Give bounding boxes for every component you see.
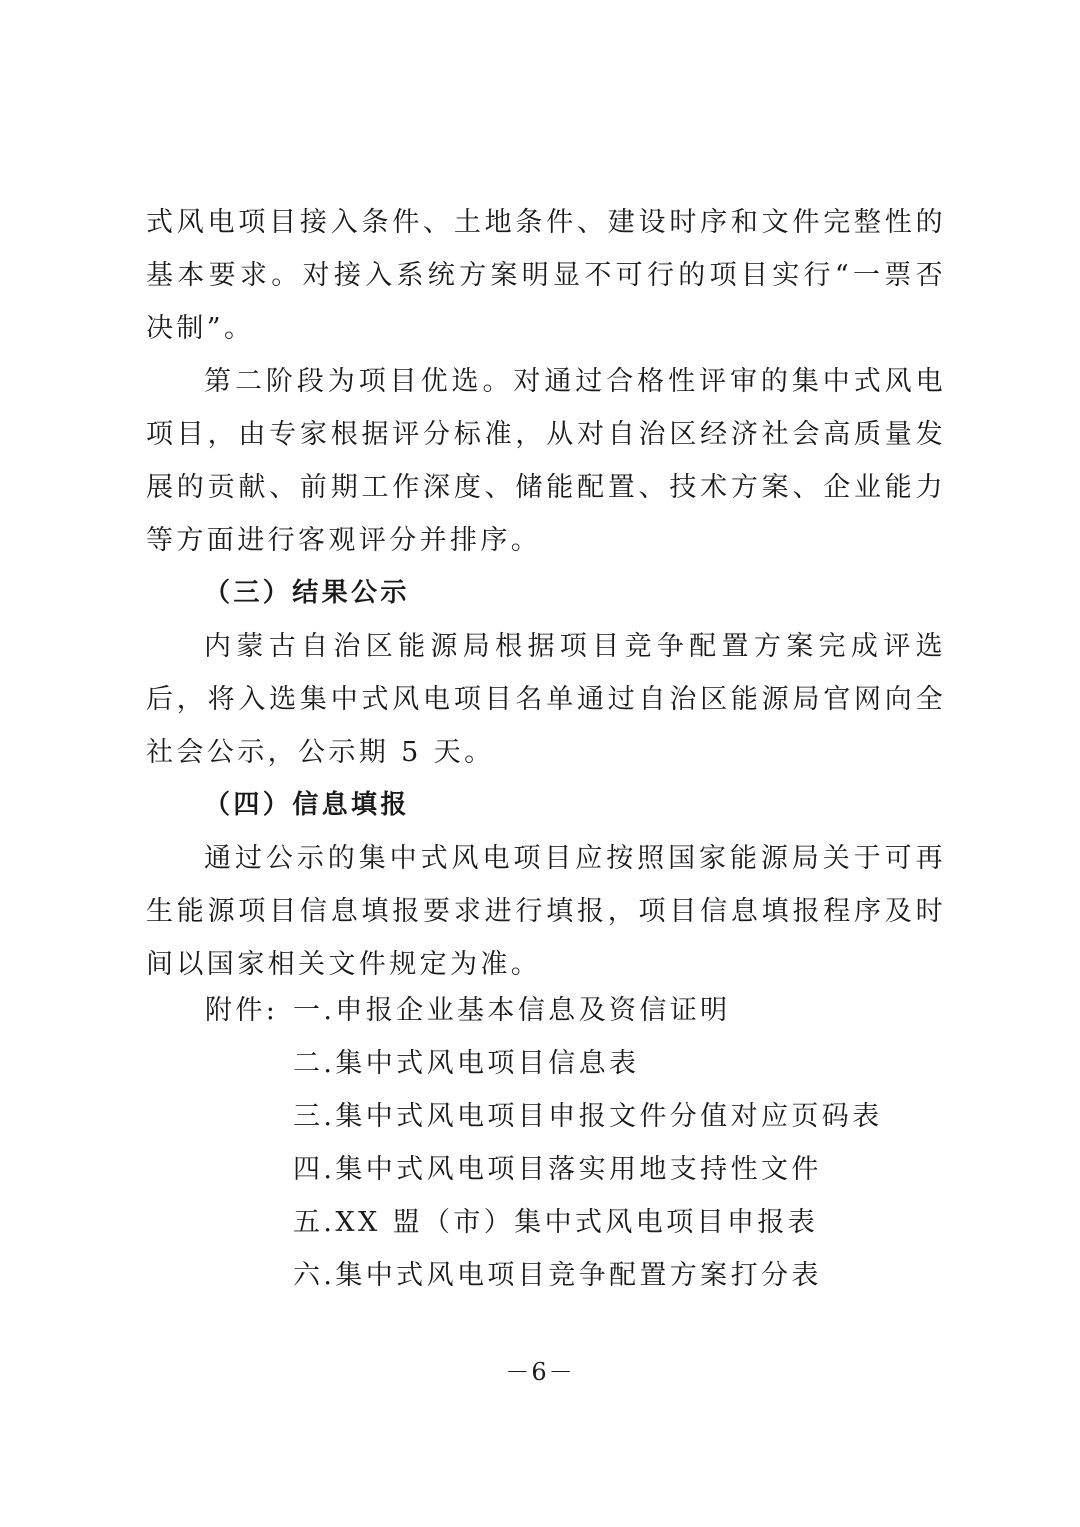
attachment-item-text: 一.申报企业基本信息及资信证明 (293, 995, 731, 1026)
attachment-item-text: 五.XX 盟（市）集中式风电项目申报表 (293, 1207, 819, 1238)
attachment-item (205, 1037, 883, 1090)
paragraph-info-filing: 通过公示的集中式风电项目应按照国家能源局关于可再生能源项目信息填报要求进行填报，项目信息填报程序及时间以国家相关文件规定为准。 (146, 843, 946, 980)
document-body (146, 196, 946, 991)
attachment-item-text: 六.集中式风电项目竞争配置方案打分表 (293, 1260, 822, 1291)
attachment-item (205, 984, 883, 1037)
page-number: －6－ (505, 1358, 575, 1386)
attachment-item (205, 1249, 883, 1302)
attachment-item (205, 1143, 883, 1196)
attachments-label: 附件: (205, 995, 279, 1026)
attachment-item (205, 1196, 883, 1249)
section-heading-info-filing: （四）信息填报 (204, 790, 410, 820)
paragraph-results-publicity: 内蒙古自治区能源局根据项目竞争配置方案完成评选后，将入选集中式风电项目名单通过自治区能源局官网向全社会公示，公示期 5 天。 (146, 631, 946, 768)
attachment-item-text: 二.集中式风电项目信息表 (293, 1048, 640, 1079)
attachment-item-text: 四.集中式风电项目落实用地支持性文件 (293, 1154, 822, 1185)
attachment-item (205, 1090, 883, 1143)
attachment-item-text: 三.集中式风电项目申报文件分值对应页码表 (293, 1101, 883, 1132)
section-heading-results-publicity: （三）结果公示 (204, 578, 410, 608)
paragraph-stage-two: 第二阶段为项目优选。对通过合格性评审的集中式风电项目，由专家根据评分标准，从对自治区经济社会高质量发展的贡献、前期工作深度、储能配置、技术方案、企业能力等方面进行客观评分并排序。 (146, 366, 946, 556)
attachments-list (205, 984, 883, 1302)
paragraph-continuation: 式风电项目接入条件、土地条件、建设时序和文件完整性的基本要求。对接入系统方案明显不可行的项目实行“一票否决制”。 (146, 207, 946, 344)
